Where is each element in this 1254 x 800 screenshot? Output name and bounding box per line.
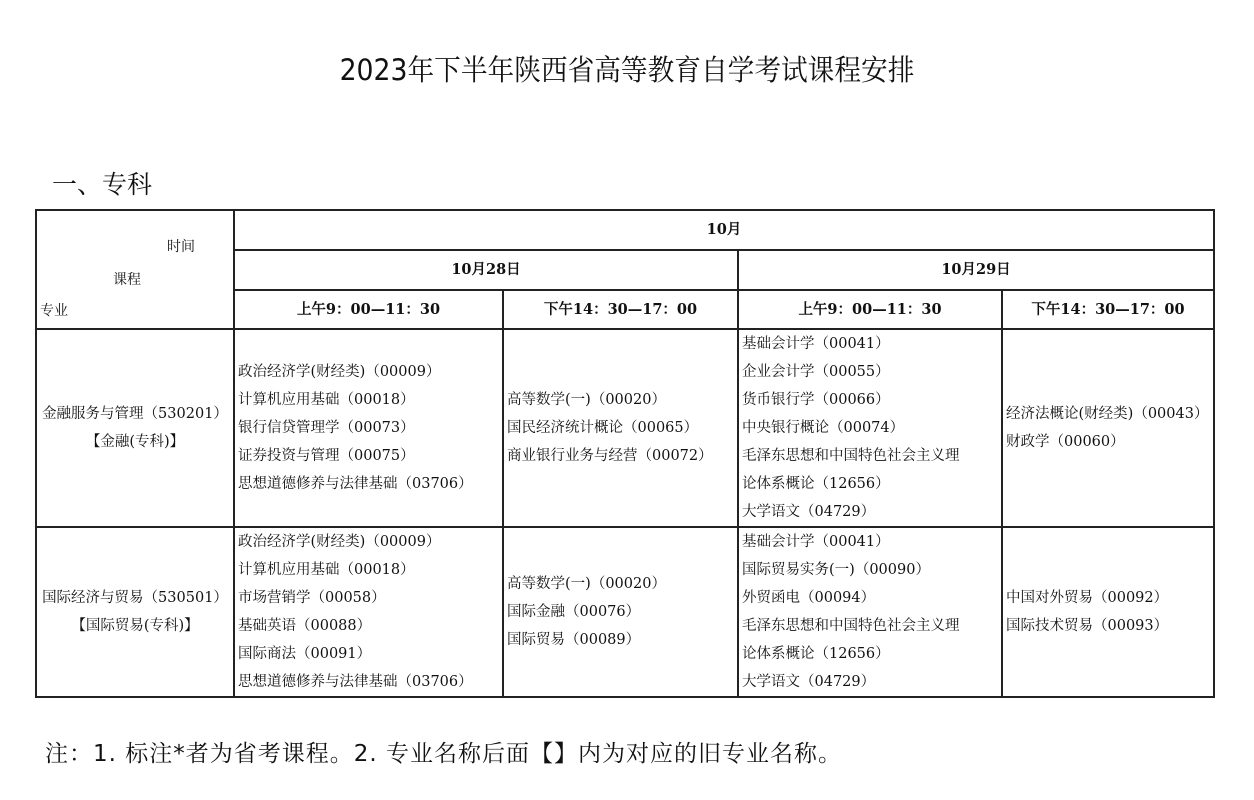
course-item: 银行信贷管理学（00073） — [238, 420, 415, 436]
page-title: 2023年下半年陕西省高等教育自学考试课程安排 — [339, 53, 915, 87]
course-item: 基础会计学（00041） — [742, 534, 890, 550]
course-item: 毛泽东思想和中国特色社会主义理 — [742, 448, 960, 464]
course-item: 国际金融（00076） — [507, 604, 641, 620]
course-item: 经济法概论(财经类)（00043） — [1006, 406, 1209, 422]
corner-time-label: 时间 — [167, 239, 195, 255]
course-item: 基础英语（00088） — [238, 618, 372, 634]
course-cell-29-am — [738, 527, 1002, 697]
course-cell-28-am — [234, 329, 503, 527]
session-header-28-pm: 下午14：30—17：00 — [503, 290, 738, 329]
course-cell-28-am — [234, 527, 503, 697]
major-name: 金融服务与管理（530201） — [42, 406, 228, 422]
course-item: 论体系概论（12656） — [742, 476, 890, 492]
table-row-intl-trade — [36, 527, 1214, 697]
course-item: 货币银行学（00066） — [742, 392, 890, 408]
course-cell-29-pm — [1002, 527, 1214, 697]
session-header-28-am: 上午9：00—11：30 — [234, 290, 503, 329]
major-cell — [36, 527, 234, 697]
course-item: 计算机应用基础（00018） — [238, 392, 415, 408]
day-header-oct-29: 10月29日 — [738, 250, 1214, 290]
footnote: 注：1. 标注*者为省考课程。2. 专业名称后面【】内为对应的旧专业名称。 — [45, 741, 843, 767]
session-header-29-pm: 下午14：30—17：00 — [1002, 290, 1214, 329]
course-item: 国际贸易（00089） — [507, 632, 641, 648]
course-item: 高等数学(一)（00020） — [507, 392, 666, 408]
course-item: 思想道德修养与法律基础（03706） — [238, 674, 473, 690]
session-header-29-am: 上午9：00—11：30 — [738, 290, 1002, 329]
section-heading: 一、专科 — [52, 170, 153, 199]
course-item: 大学语文（04729） — [742, 504, 876, 520]
month-header: 10月 — [234, 210, 1214, 250]
course-item: 高等数学(一)（00020） — [507, 576, 666, 592]
course-item: 政治经济学(财经类)（00009） — [238, 364, 441, 380]
course-item: 市场营销学（00058） — [238, 590, 386, 606]
course-item: 证券投资与管理（00075） — [238, 448, 415, 464]
course-cell-28-pm — [503, 329, 738, 527]
course-item: 大学语文（04729） — [742, 674, 876, 690]
corner-header-cell — [36, 210, 234, 329]
course-item: 企业会计学（00055） — [742, 364, 890, 380]
day-header-oct-28: 10月28日 — [234, 250, 738, 290]
old-major-name: 【金融(专科)】 — [85, 434, 185, 450]
course-cell-29-pm — [1002, 329, 1214, 527]
corner-course-label: 课程 — [113, 272, 141, 288]
course-item: 中央银行概论（00074） — [742, 420, 905, 436]
exam-schedule-table — [35, 209, 1215, 698]
course-item: 国际贸易实务(一)（00090） — [742, 562, 930, 578]
table-row-finance — [36, 329, 1214, 527]
course-item: 国民经济统计概论（00065） — [507, 420, 699, 436]
course-item: 商业银行业务与经营（00072） — [507, 448, 713, 464]
course-item: 国际商法（00091） — [238, 646, 372, 662]
course-item: 外贸函电（00094） — [742, 590, 876, 606]
course-item: 政治经济学(财经类)（00009） — [238, 534, 441, 550]
major-cell — [36, 329, 234, 527]
corner-major-label: 专业 — [40, 303, 68, 319]
old-major-name: 【国际贸易(专科)】 — [71, 618, 199, 634]
course-item: 思想道德修养与法律基础（03706） — [238, 476, 473, 492]
course-item: 基础会计学（00041） — [742, 336, 890, 352]
major-name: 国际经济与贸易（530501） — [42, 590, 228, 606]
course-item: 论体系概论（12656） — [742, 646, 890, 662]
course-item: 财政学（00060） — [1006, 434, 1125, 450]
course-item: 中国对外贸易（00092） — [1006, 590, 1169, 606]
course-item: 毛泽东思想和中国特色社会主义理 — [742, 618, 960, 634]
course-cell-29-am — [738, 329, 1002, 527]
course-item: 国际技术贸易（00093） — [1006, 618, 1169, 634]
course-cell-28-pm — [503, 527, 738, 697]
course-item: 计算机应用基础（00018） — [238, 562, 415, 578]
